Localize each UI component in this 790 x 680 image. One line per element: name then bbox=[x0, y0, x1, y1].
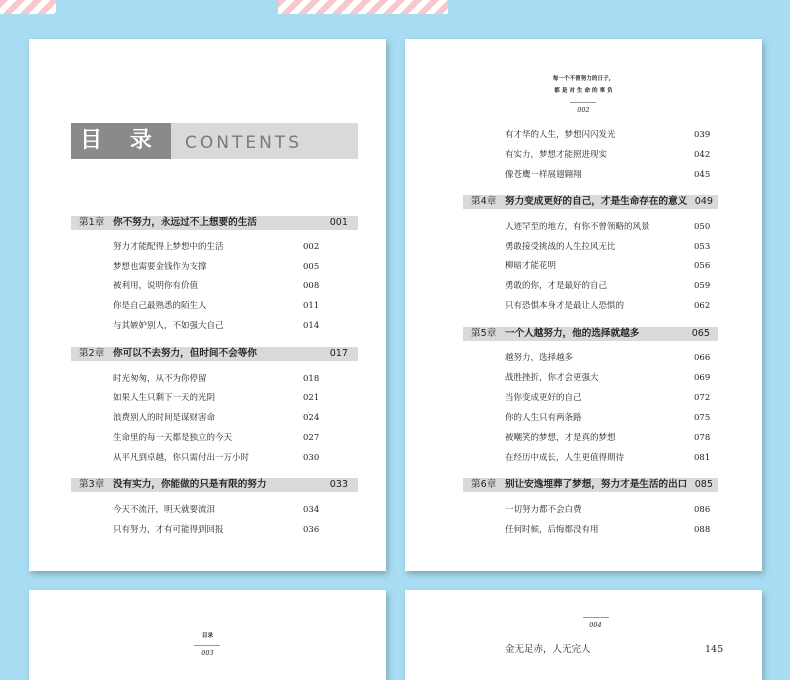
chapter-header bbox=[71, 216, 358, 230]
page-number: 002 bbox=[577, 106, 590, 114]
chapter-number: 第5章 bbox=[471, 328, 497, 339]
entry-page: 039 bbox=[694, 130, 711, 140]
entry-page: 145 bbox=[705, 644, 724, 655]
entry-page: 069 bbox=[694, 373, 711, 383]
entry-page: 018 bbox=[303, 374, 320, 384]
entry-title: 当你变成更好的自己 bbox=[505, 393, 582, 403]
entry-title: 金无足赤，人无完人 bbox=[505, 644, 591, 655]
toc-entry bbox=[505, 643, 755, 657]
entry-page: 045 bbox=[694, 170, 711, 180]
entry-title: 一切努力都不会白费 bbox=[505, 505, 582, 515]
chapter-header bbox=[71, 478, 358, 492]
toc-entry bbox=[505, 168, 755, 182]
entry-title: 人迹罕至的地方，有你不曾领略的风景 bbox=[505, 222, 650, 232]
entry-page: 059 bbox=[694, 281, 711, 291]
chapter-page: 085 bbox=[694, 479, 713, 490]
toc-entry bbox=[113, 240, 363, 254]
running-header-line-1: 每一个不曾努力的日子， bbox=[552, 76, 615, 82]
toc-entry bbox=[505, 351, 755, 365]
toc-page-1 bbox=[29, 39, 386, 571]
contents-title-block bbox=[71, 123, 358, 159]
entry-title: 努力才能配得上梦想中的生活 bbox=[113, 242, 224, 252]
entry-title: 时光匆匆，从不为你停留 bbox=[113, 374, 207, 384]
toc-entry bbox=[505, 259, 755, 273]
entry-page: 053 bbox=[694, 242, 711, 252]
toc-entry bbox=[505, 220, 755, 234]
chapter-page: 033 bbox=[329, 479, 348, 490]
entry-title: 有实力，梦想才能照进现实 bbox=[505, 150, 608, 160]
chapter-number: 第2章 bbox=[79, 348, 105, 359]
entry-page: 050 bbox=[694, 222, 711, 232]
toc-entry bbox=[113, 260, 363, 274]
chapter-header bbox=[463, 478, 718, 492]
chapter-number: 第6章 bbox=[471, 479, 497, 490]
toc-entry bbox=[113, 279, 363, 293]
chapter-title: 一个人越努力，他的选择就越多 bbox=[505, 328, 640, 339]
entry-page: 078 bbox=[694, 433, 711, 443]
toc-entry bbox=[505, 148, 755, 162]
entry-title: 只有恐惧本身才是最让人恐惧的 bbox=[505, 301, 625, 311]
entry-page: 034 bbox=[303, 505, 320, 515]
entry-title: 你是自己最熟悉的陌生人 bbox=[113, 301, 207, 311]
entry-title: 只有努力，才有可能得到回报 bbox=[113, 525, 224, 535]
entry-page: 021 bbox=[303, 393, 320, 403]
entry-title: 今天不流汗，明天就要流泪 bbox=[113, 505, 216, 515]
chapter-number: 第3章 bbox=[79, 479, 105, 490]
toc-entry bbox=[505, 128, 755, 142]
chapter-page: 065 bbox=[691, 328, 710, 339]
entry-page: 081 bbox=[694, 453, 711, 463]
header-rule bbox=[570, 102, 596, 103]
entry-title: 勇敢的你，才是最好的自己 bbox=[505, 281, 608, 291]
chapter-header bbox=[463, 327, 718, 341]
toc-entry bbox=[113, 431, 363, 445]
entry-title: 梦想也需要金钱作为支撑 bbox=[113, 262, 207, 272]
entry-page: 062 bbox=[694, 301, 711, 311]
entry-page: 011 bbox=[303, 301, 320, 311]
toc-entry bbox=[113, 523, 363, 537]
chapter-number: 第4章 bbox=[471, 196, 497, 207]
toc-entry bbox=[505, 411, 755, 425]
chapter-title: 你可以不去努力，但时间不会等你 bbox=[113, 348, 257, 359]
chapter-title: 没有实力，你能做的只是有限的努力 bbox=[113, 479, 267, 490]
entry-title: 被嘲笑的梦想，才是真的梦想 bbox=[505, 433, 616, 443]
entry-page: 072 bbox=[694, 393, 711, 403]
entry-page: 027 bbox=[303, 433, 320, 443]
entry-title: 从平凡到卓越，你只需付出一万小时 bbox=[113, 453, 250, 463]
toc-entry bbox=[113, 391, 363, 405]
entry-title: 战胜挫折，你才会更强大 bbox=[505, 373, 599, 383]
entry-page: 005 bbox=[303, 262, 320, 272]
entry-title: 有才华的人生，梦想闪闪发光 bbox=[505, 130, 616, 140]
entry-title: 勇敢接受挑战的人生拉风无比 bbox=[505, 242, 616, 252]
entry-title: 如果人生只剩下一天的光阴 bbox=[113, 393, 216, 403]
entry-title: 任何时候，后悔都没有用 bbox=[505, 525, 599, 535]
toc-entry bbox=[505, 391, 755, 405]
chapter-page: 017 bbox=[329, 348, 348, 359]
chapter-page: 001 bbox=[329, 217, 348, 228]
toc-entry bbox=[505, 299, 755, 313]
toc-entry bbox=[113, 451, 363, 465]
toc-entry bbox=[505, 371, 755, 385]
running-header-line-2: 都 是 对 生 命 的 辜 负 bbox=[554, 88, 613, 94]
entry-title: 与其嫉妒别人，不如强大自己 bbox=[113, 321, 224, 331]
entry-page: 056 bbox=[694, 261, 711, 271]
toc-entry bbox=[113, 372, 363, 386]
header-rule bbox=[194, 645, 220, 646]
decorative-stripes-left bbox=[0, 0, 56, 14]
entry-page: 088 bbox=[694, 525, 711, 535]
entry-page: 014 bbox=[303, 321, 320, 331]
toc-entry bbox=[505, 240, 755, 254]
title-english: CONTENTS bbox=[185, 133, 302, 153]
decorative-stripes-right bbox=[278, 0, 448, 14]
entry-page: 036 bbox=[303, 525, 320, 535]
entry-title: 像苍鹰一样展翅翱翔 bbox=[505, 170, 582, 180]
chapter-title: 你不努力，永远过不上想要的生活 bbox=[113, 217, 257, 228]
toc-entry bbox=[113, 411, 363, 425]
toc-entry bbox=[505, 503, 755, 517]
toc-entry bbox=[113, 319, 363, 333]
chapter-page: 049 bbox=[694, 196, 713, 207]
entry-page: 066 bbox=[694, 353, 711, 363]
entry-page: 030 bbox=[303, 453, 320, 463]
running-header: 目录 bbox=[201, 633, 214, 639]
entry-page: 086 bbox=[694, 505, 711, 515]
toc-entry bbox=[113, 503, 363, 517]
toc-entry bbox=[113, 299, 363, 313]
chapter-title: 别让安逸埋葬了梦想，努力才是生活的出口 bbox=[505, 479, 688, 490]
toc-page-2 bbox=[405, 39, 762, 571]
entry-page: 042 bbox=[694, 150, 711, 160]
chapter-number: 第1章 bbox=[79, 217, 105, 228]
entry-title: 越努力，选择越多 bbox=[505, 353, 574, 363]
toc-entry bbox=[505, 279, 755, 293]
entry-title: 浪费别人的时间是谋财害命 bbox=[113, 413, 216, 423]
entry-page: 024 bbox=[303, 413, 320, 423]
toc-entry bbox=[505, 431, 755, 445]
entry-title: 你的人生只有两条路 bbox=[505, 413, 582, 423]
page-number: 004 bbox=[589, 621, 602, 629]
header-rule bbox=[583, 617, 609, 618]
entry-page: 002 bbox=[303, 242, 320, 252]
entry-page: 008 bbox=[303, 281, 320, 291]
entry-page: 075 bbox=[694, 413, 711, 423]
entry-title: 在经历中成长，人生更值得期待 bbox=[505, 453, 625, 463]
entry-title: 柳暗才能花明 bbox=[505, 261, 557, 271]
title-chinese: 目 录 bbox=[71, 123, 171, 159]
chapter-header bbox=[71, 347, 358, 361]
entry-title: 生命里的每一天都是独立的今天 bbox=[113, 433, 233, 443]
page-number: 003 bbox=[201, 649, 214, 657]
toc-entry bbox=[505, 451, 755, 465]
chapter-title: 努力变成更好的自己，才是生命存在的意义 bbox=[505, 196, 688, 207]
chapter-header bbox=[463, 195, 718, 209]
toc-entry bbox=[505, 523, 755, 537]
entry-title: 被利用，说明你有价值 bbox=[113, 281, 199, 291]
